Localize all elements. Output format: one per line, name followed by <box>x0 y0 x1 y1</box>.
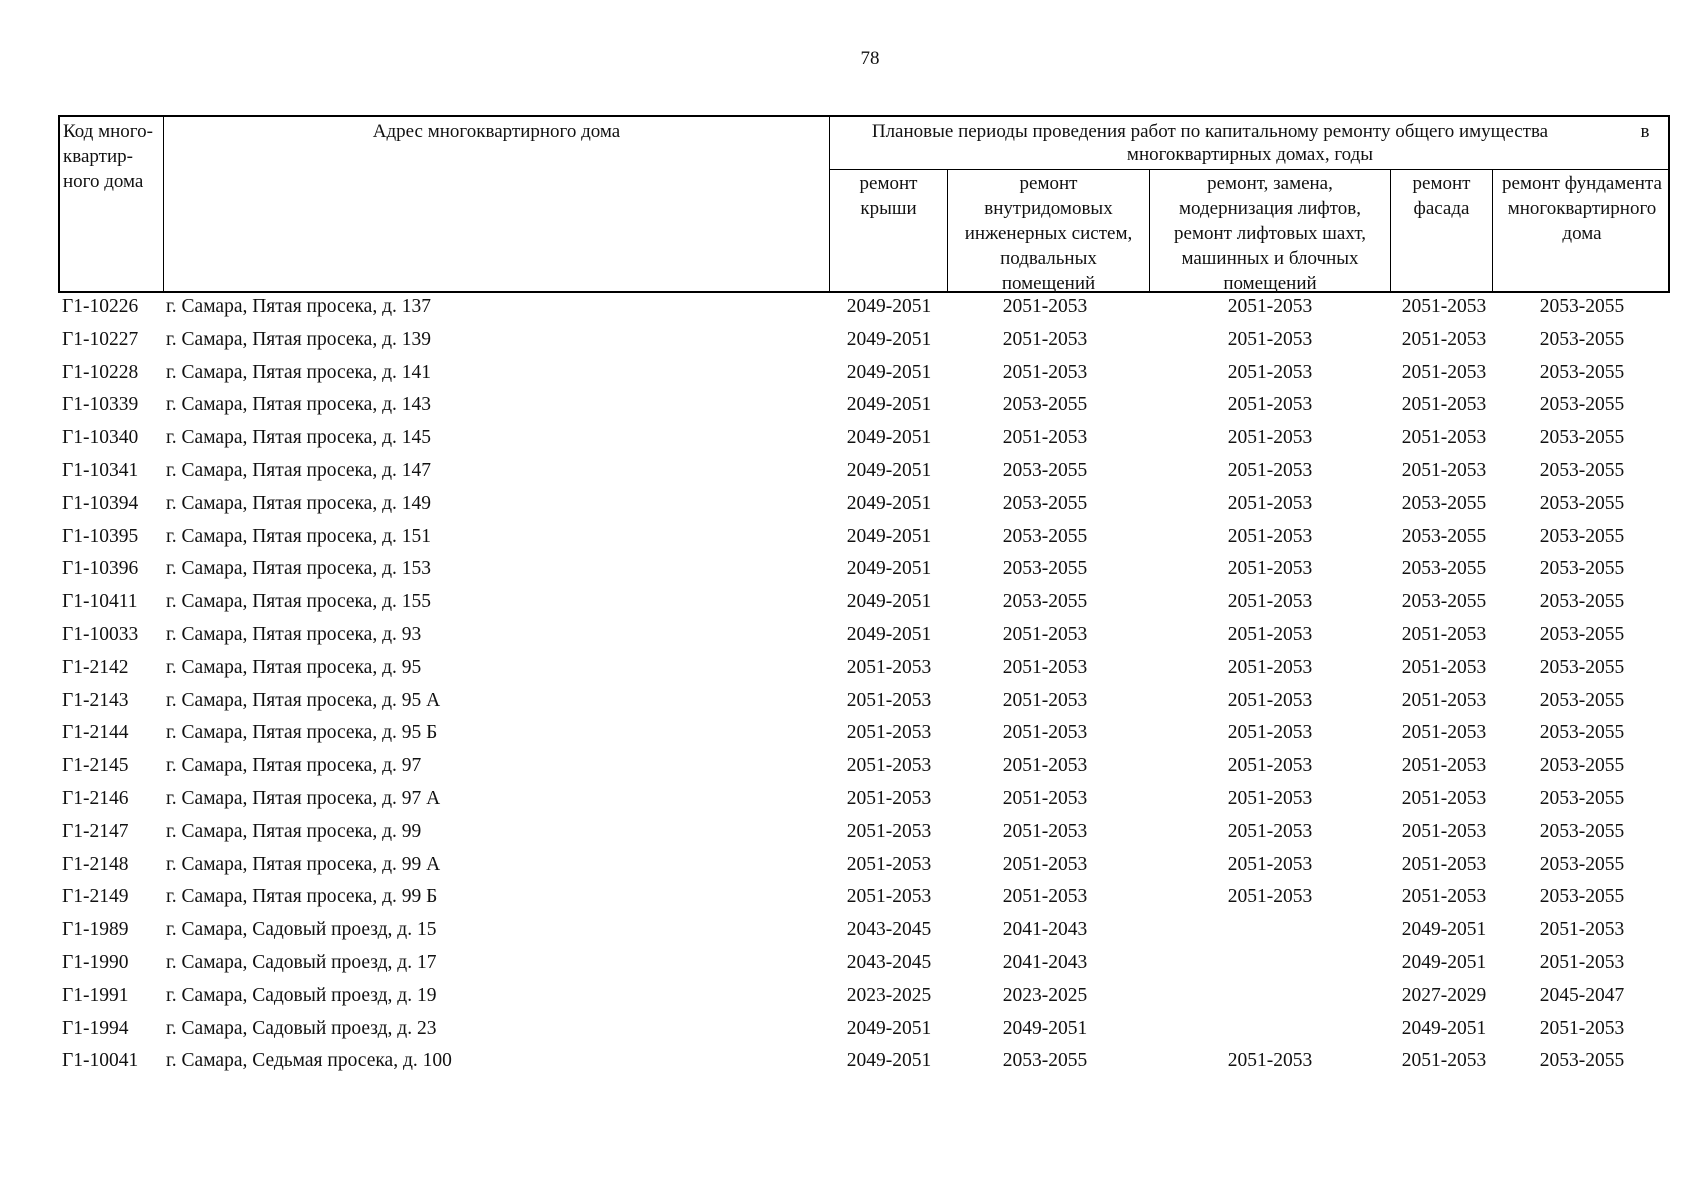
systems-period-cell: 2051-2053 <box>1002 722 1088 744</box>
roof-period-cell: 2049-2051 <box>846 296 932 317</box>
foundation-period-cell: 2053-2055 <box>1539 788 1625 809</box>
lifts-period-cell: 2051-2053 <box>1227 296 1313 317</box>
roof-period-cell: 2051-2053 <box>846 788 932 809</box>
roof-period-cell: 2051-2053 <box>846 820 932 842</box>
foundation-period-cell: 2053-2055 <box>1539 296 1625 317</box>
foundation-period-cell: 2053-2055 <box>1539 558 1625 580</box>
roof-period-cell: 2051-2053 <box>846 755 932 777</box>
roof-period-cell: 2049-2051 <box>846 1050 932 1072</box>
lifts-period-cell: 2051-2053 <box>1227 853 1313 875</box>
table-row <box>0 296 1697 329</box>
code-cell: Г1-10340 <box>62 427 139 449</box>
code-cell: Г1-10394 <box>62 492 139 514</box>
table-header <box>58 115 1670 293</box>
foundation-period-cell: 2053-2055 <box>1539 689 1625 711</box>
facade-period-cell: 2051-2053 <box>1401 296 1487 317</box>
systems-period-cell: 2051-2053 <box>1002 820 1088 842</box>
systems-period-cell: 2051-2053 <box>1002 296 1088 317</box>
facade-period-cell: 2051-2053 <box>1401 427 1487 449</box>
table-row <box>0 690 1697 723</box>
facade-period-cell: 2053-2055 <box>1401 492 1487 514</box>
code-cell: Г1-10339 <box>62 394 139 416</box>
foundation-period-cell: 2053-2055 <box>1539 328 1625 350</box>
address-cell: г. Самара, Пятая просека, д. 151 <box>166 525 432 547</box>
foundation-period-cell: 2053-2055 <box>1539 656 1625 678</box>
roof-period-cell: 2049-2051 <box>846 394 932 416</box>
address-cell: г. Самара, Пятая просека, д. 143 <box>166 394 432 416</box>
code-cell: Г1-10411 <box>62 591 138 613</box>
address-cell: г. Самара, Садовый проезд, д. 17 <box>166 952 437 973</box>
table-row <box>0 985 1697 1018</box>
facade-period-cell: 2051-2053 <box>1401 328 1487 350</box>
table-row <box>0 1050 1697 1083</box>
facade-period-cell: 2051-2053 <box>1401 689 1487 711</box>
code-cell: Г1-2147 <box>62 820 129 842</box>
code-cell: Г1-1991 <box>62 984 129 1006</box>
table-row <box>0 394 1697 427</box>
address-cell: г. Самара, Пятая просека, д. 95 А <box>166 689 441 711</box>
roof-period-cell: 2049-2051 <box>846 460 932 481</box>
systems-period-cell: 2051-2053 <box>1002 689 1088 711</box>
lifts-period-cell: 2051-2053 <box>1227 460 1313 481</box>
foundation-period-cell: 2053-2055 <box>1539 1050 1625 1072</box>
code-cell: Г1-10396 <box>62 558 139 580</box>
systems-period-cell: 2053-2055 <box>1002 492 1088 514</box>
address-cell: г. Самара, Пятая просека, д. 95 Б <box>166 722 438 744</box>
roof-period-cell: 2049-2051 <box>846 591 932 613</box>
header-address: Адрес многоквартирного дома <box>372 121 621 142</box>
facade-period-cell: 2053-2055 <box>1401 558 1487 580</box>
header-col-foundation: ремонт фундамента многоквартирного дома <box>1502 173 1662 244</box>
address-cell: г. Самара, Пятая просека, д. 99 Б <box>166 886 438 908</box>
table-row <box>0 821 1697 854</box>
lifts-period-cell: 2051-2053 <box>1227 624 1313 645</box>
foundation-period-cell: 2045-2047 <box>1539 984 1625 1006</box>
lifts-period-cell: 2051-2053 <box>1227 722 1313 744</box>
systems-period-cell: 2051-2053 <box>1002 788 1088 809</box>
foundation-period-cell: 2053-2055 <box>1539 361 1625 383</box>
header-divider <box>829 169 1670 170</box>
facade-period-cell: 2051-2053 <box>1401 394 1487 416</box>
address-cell: г. Самара, Садовый проезд, д. 19 <box>166 984 437 1006</box>
facade-period-cell: 2051-2053 <box>1401 624 1487 645</box>
code-cell: Г1-2146 <box>62 788 129 809</box>
lifts-period-cell: 2051-2053 <box>1227 755 1313 777</box>
roof-period-cell: 2043-2045 <box>846 919 932 941</box>
roof-period-cell: 2049-2051 <box>846 427 932 449</box>
header-col-systems: ремонт внутридомовых инженерных систем, подвальных помещений <box>964 173 1133 294</box>
table-row <box>0 526 1697 559</box>
table-row <box>0 362 1697 395</box>
systems-period-cell: 2053-2055 <box>1002 460 1088 481</box>
facade-period-cell: 2051-2053 <box>1401 853 1487 875</box>
facade-period-cell: 2051-2053 <box>1401 1050 1487 1072</box>
lifts-period-cell: 2051-2053 <box>1227 591 1313 613</box>
header-col-roof: ремонт крыши <box>859 173 918 219</box>
roof-period-cell: 2049-2051 <box>846 492 932 514</box>
roof-period-cell: 2049-2051 <box>846 558 932 580</box>
address-cell: г. Самара, Пятая просека, д. 153 <box>166 558 432 580</box>
foundation-period-cell: 2051-2053 <box>1539 1017 1625 1039</box>
code-cell: Г1-2143 <box>62 689 129 711</box>
facade-period-cell: 2049-2051 <box>1401 952 1487 973</box>
systems-period-cell: 2053-2055 <box>1002 591 1088 613</box>
foundation-period-cell: 2053-2055 <box>1539 624 1625 645</box>
lifts-period-cell: 2051-2053 <box>1227 492 1313 514</box>
lifts-period-cell: 2051-2053 <box>1227 788 1313 809</box>
table-row <box>0 657 1697 690</box>
table-row <box>0 329 1697 362</box>
table-row <box>0 722 1697 755</box>
table-row <box>0 919 1697 952</box>
table-row <box>0 624 1697 657</box>
foundation-period-cell: 2053-2055 <box>1539 427 1625 449</box>
address-cell: г. Самара, Садовый проезд, д. 23 <box>166 1017 437 1039</box>
systems-period-cell: 2023-2025 <box>1002 984 1088 1006</box>
table-row <box>0 886 1697 919</box>
roof-period-cell: 2049-2051 <box>846 361 932 383</box>
header-col-facade: ремонт фасада <box>1412 173 1471 219</box>
code-cell: Г1-1990 <box>62 952 129 973</box>
table-row <box>0 854 1697 887</box>
facade-period-cell: 2051-2053 <box>1401 460 1487 481</box>
address-cell: г. Самара, Пятая просека, д. 97 А <box>166 788 441 809</box>
address-cell: г. Самара, Пятая просека, д. 141 <box>166 361 432 383</box>
address-cell: г. Самара, Пятая просека, д. 145 <box>166 427 432 449</box>
roof-period-cell: 2049-2051 <box>846 525 932 547</box>
foundation-period-cell: 2051-2053 <box>1539 952 1625 973</box>
facade-period-cell: 2027-2029 <box>1401 984 1487 1006</box>
code-cell: Г1-2149 <box>62 886 129 908</box>
table-row <box>0 558 1697 591</box>
address-cell: г. Самара, Пятая просека, д. 97 <box>166 755 422 777</box>
foundation-period-cell: 2053-2055 <box>1539 755 1625 777</box>
table-row <box>0 493 1697 526</box>
code-cell: Г1-10227 <box>62 328 139 350</box>
page-number: 78 <box>860 48 880 69</box>
roof-period-cell: 2051-2053 <box>846 656 932 678</box>
lifts-period-cell: 2051-2053 <box>1227 558 1313 580</box>
code-cell: Г1-10228 <box>62 361 139 383</box>
foundation-period-cell: 2053-2055 <box>1539 853 1625 875</box>
lifts-period-cell: 2051-2053 <box>1227 689 1313 711</box>
foundation-period-cell: 2053-2055 <box>1539 820 1625 842</box>
address-cell: г. Самара, Пятая просека, д. 137 <box>166 296 432 317</box>
address-cell: г. Самара, Пятая просека, д. 149 <box>166 492 432 514</box>
header-periods-line1: Плановые периоды проведения работ по капитальному ремонту общего имущества <box>871 121 1549 142</box>
address-cell: г. Самара, Седьмая просека, д. 100 <box>166 1050 452 1072</box>
facade-period-cell: 2049-2051 <box>1401 1017 1487 1039</box>
foundation-period-cell: 2053-2055 <box>1539 460 1625 481</box>
roof-period-cell: 2051-2053 <box>846 886 932 908</box>
systems-period-cell: 2051-2053 <box>1002 755 1088 777</box>
foundation-period-cell: 2053-2055 <box>1539 492 1625 514</box>
lifts-period-cell: 2051-2053 <box>1227 1050 1313 1072</box>
address-cell: г. Самара, Садовый проезд, д. 15 <box>166 919 437 941</box>
header-code: Код много- квартир- ного дома <box>63 121 153 192</box>
roof-period-cell: 2043-2045 <box>846 952 932 973</box>
systems-period-cell: 2041-2043 <box>1002 952 1088 973</box>
systems-period-cell: 2051-2053 <box>1002 656 1088 678</box>
facade-period-cell: 2053-2055 <box>1401 591 1487 613</box>
roof-period-cell: 2049-2051 <box>846 1017 932 1039</box>
header-periods-in: в <box>1640 121 1650 142</box>
code-cell: Г1-10033 <box>62 624 139 645</box>
foundation-period-cell: 2053-2055 <box>1539 886 1625 908</box>
facade-period-cell: 2051-2053 <box>1401 788 1487 809</box>
systems-period-cell: 2053-2055 <box>1002 525 1088 547</box>
systems-period-cell: 2051-2053 <box>1002 853 1088 875</box>
address-cell: г. Самара, Пятая просека, д. 99 А <box>166 853 441 875</box>
systems-period-cell: 2041-2043 <box>1002 919 1088 941</box>
table-row <box>0 788 1697 821</box>
systems-period-cell: 2051-2053 <box>1002 328 1088 350</box>
address-cell: г. Самара, Пятая просека, д. 147 <box>166 460 432 481</box>
code-cell: Г1-2142 <box>62 656 129 678</box>
facade-period-cell: 2051-2053 <box>1401 755 1487 777</box>
systems-period-cell: 2051-2053 <box>1002 361 1088 383</box>
table-row <box>0 591 1697 624</box>
foundation-period-cell: 2053-2055 <box>1539 722 1625 744</box>
table-row <box>0 755 1697 788</box>
header-periods-line2: многоквартирных домах, годы <box>1126 144 1374 165</box>
facade-period-cell: 2049-2051 <box>1401 919 1487 941</box>
table-row <box>0 952 1697 985</box>
foundation-period-cell: 2051-2053 <box>1539 919 1625 941</box>
lifts-period-cell: 2051-2053 <box>1227 820 1313 842</box>
systems-period-cell: 2051-2053 <box>1002 624 1088 645</box>
roof-period-cell: 2051-2053 <box>846 722 932 744</box>
roof-period-cell: 2049-2051 <box>846 624 932 645</box>
systems-period-cell: 2053-2055 <box>1002 394 1088 416</box>
code-cell: Г1-2148 <box>62 853 129 875</box>
table-row <box>0 1018 1697 1051</box>
code-cell: Г1-10395 <box>62 525 139 547</box>
code-cell: Г1-10341 <box>62 460 139 481</box>
lifts-period-cell: 2051-2053 <box>1227 525 1313 547</box>
foundation-period-cell: 2053-2055 <box>1539 394 1625 416</box>
table-row <box>0 427 1697 460</box>
address-cell: г. Самара, Пятая просека, д. 93 <box>166 624 422 645</box>
lifts-period-cell: 2051-2053 <box>1227 328 1313 350</box>
facade-period-cell: 2051-2053 <box>1401 722 1487 744</box>
code-cell: Г1-2145 <box>62 755 129 777</box>
code-cell: Г1-1994 <box>62 1017 129 1039</box>
header-col-lifts: ремонт, замена, модернизация лифтов, ремонт лифтовых шахт, машинных и блочных помещений <box>1174 173 1366 294</box>
table-row <box>0 460 1697 493</box>
code-cell: Г1-10226 <box>62 296 139 317</box>
address-cell: г. Самара, Пятая просека, д. 155 <box>166 591 432 613</box>
roof-period-cell: 2051-2053 <box>846 853 932 875</box>
facade-period-cell: 2051-2053 <box>1401 361 1487 383</box>
systems-period-cell: 2053-2055 <box>1002 558 1088 580</box>
roof-period-cell: 2049-2051 <box>846 328 932 350</box>
foundation-period-cell: 2053-2055 <box>1539 591 1625 613</box>
systems-period-cell: 2051-2053 <box>1002 427 1088 449</box>
code-cell: Г1-2144 <box>62 722 129 744</box>
lifts-period-cell: 2051-2053 <box>1227 394 1313 416</box>
facade-period-cell: 2051-2053 <box>1401 886 1487 908</box>
systems-period-cell: 2053-2055 <box>1002 1050 1088 1072</box>
systems-period-cell: 2049-2051 <box>1002 1017 1088 1039</box>
facade-period-cell: 2053-2055 <box>1401 525 1487 547</box>
facade-period-cell: 2051-2053 <box>1401 656 1487 678</box>
lifts-period-cell: 2051-2053 <box>1227 427 1313 449</box>
foundation-period-cell: 2053-2055 <box>1539 525 1625 547</box>
code-cell: Г1-1989 <box>62 919 129 941</box>
roof-period-cell: 2051-2053 <box>846 689 932 711</box>
facade-period-cell: 2051-2053 <box>1401 820 1487 842</box>
address-cell: г. Самара, Пятая просека, д. 99 <box>166 820 422 842</box>
lifts-period-cell: 2051-2053 <box>1227 361 1313 383</box>
address-cell: г. Самара, Пятая просека, д. 139 <box>166 328 432 350</box>
code-cell: Г1-10041 <box>62 1050 139 1072</box>
systems-period-cell: 2051-2053 <box>1002 886 1088 908</box>
lifts-period-cell: 2051-2053 <box>1227 656 1313 678</box>
lifts-period-cell: 2051-2053 <box>1227 886 1313 908</box>
address-cell: г. Самара, Пятая просека, д. 95 <box>166 656 422 678</box>
roof-period-cell: 2023-2025 <box>846 984 932 1006</box>
